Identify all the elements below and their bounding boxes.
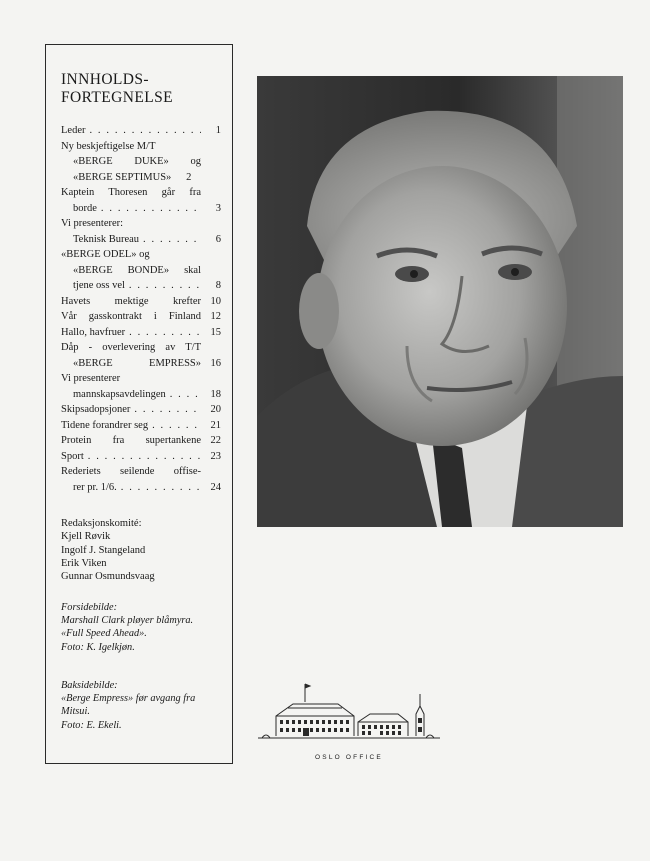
toc-dot-leader xyxy=(148,418,201,434)
toc-entry-text: Vi presenterer: xyxy=(61,218,124,229)
credit-line: Mitsui. xyxy=(61,706,90,718)
toc-page-number: 22 xyxy=(210,435,221,446)
toc-dot-leader xyxy=(97,201,201,217)
toc-entry-text: Leder xyxy=(61,125,86,136)
toc-entry-text: Kaptein Thoresen går fra xyxy=(61,187,201,198)
toc-line xyxy=(61,340,221,356)
committee-member: Kjell Røvik xyxy=(61,531,111,543)
committee-member: Erik Viken xyxy=(61,557,107,569)
toc-page-number: 1 xyxy=(215,125,221,136)
toc-entry xyxy=(61,464,221,495)
toc-entry-text: «BERGE DUKE» og xyxy=(73,156,201,167)
toc-entry-text: rer pr. 1/6. xyxy=(73,481,117,493)
toc-line xyxy=(61,185,221,201)
toc-entry xyxy=(61,216,221,247)
credit-line: «Berge Empress» før avgang fra xyxy=(61,693,196,705)
toc-page-number: 23 xyxy=(210,450,221,462)
toc-entry-text: Protein fra supertankene xyxy=(61,435,201,446)
toc-dot-leader xyxy=(84,449,201,465)
toc-line xyxy=(61,309,221,325)
toc-page-number: 18 xyxy=(210,388,221,400)
toc-line xyxy=(61,232,221,248)
toc-line xyxy=(61,139,221,155)
credit-heading: Forsidebilde: xyxy=(61,602,118,613)
editorial-committee xyxy=(61,517,226,583)
toc-entry-text: «BERGE BONDE» skal xyxy=(73,264,201,276)
toc-entry-text: mannskapsavdelingen xyxy=(73,388,166,400)
toc-dot-leader xyxy=(85,123,201,139)
credit-line: Foto: K. Igelkjøn. xyxy=(61,641,135,653)
toc-page-number: 15 xyxy=(210,326,221,338)
toc-entry xyxy=(61,449,221,465)
toc-entry xyxy=(61,247,221,294)
back-photo-credit xyxy=(61,679,226,732)
toc-page-number: 6 xyxy=(215,233,221,245)
toc-title-line: FORTEGNELSE xyxy=(61,89,173,106)
credit-line: «Full Speed Ahead». xyxy=(61,628,147,640)
credit-line: Foto: E. Ekeli. xyxy=(61,719,122,731)
table-of-contents-box xyxy=(45,44,233,764)
toc-page-number: 10 xyxy=(210,295,221,307)
toc-line xyxy=(61,294,221,310)
toc-entry xyxy=(61,371,221,402)
toc-page-number: 21 xyxy=(210,419,221,431)
toc-line xyxy=(61,371,221,387)
cover-photo-credit xyxy=(61,601,226,654)
toc-entry-text: tjene oss vel xyxy=(73,280,125,291)
toc-line xyxy=(61,247,221,263)
logo-caption: OSLO OFFICE xyxy=(315,754,383,761)
toc-entry xyxy=(61,325,221,341)
toc-entry-text: Sport xyxy=(61,450,84,462)
toc-page-number: 8 xyxy=(215,280,221,291)
toc-entry xyxy=(61,433,221,449)
credit-line: Marshall Clark pløyer blåmyra. xyxy=(61,615,194,627)
toc-entry xyxy=(61,402,221,418)
toc-line xyxy=(61,480,221,496)
toc-entry-text: «BERGE EMPRESS» xyxy=(73,357,201,369)
toc-entry xyxy=(61,294,221,310)
toc-line xyxy=(61,325,221,341)
toc-line xyxy=(61,154,221,170)
toc-entry-text: Vår gasskontrakt i Finland xyxy=(61,311,201,322)
toc-entry-text: Teknisk Bureau xyxy=(73,233,140,245)
toc-entry-text: Ny beskjeftigelse M/T xyxy=(61,140,156,152)
toc-entry-text: Dåp - overlevering av T/T xyxy=(61,342,201,353)
committee-member: Ingolf J. Stangeland xyxy=(61,544,146,556)
toc-entry-text: Hallo, havfruer xyxy=(61,326,126,338)
toc-page-number: 2 xyxy=(186,171,192,183)
toc-list xyxy=(61,123,221,495)
portrait-photo xyxy=(257,76,623,527)
toc-line xyxy=(61,464,221,480)
toc-entry-text: «BERGE SEPTIMUS» xyxy=(73,171,172,183)
toc-entry xyxy=(61,309,221,325)
toc-entry-text: «BERGE ODEL» og xyxy=(61,249,150,260)
toc-title xyxy=(61,71,226,107)
toc-entry xyxy=(61,123,221,139)
toc-entry-text: Tidene forandrer seg xyxy=(61,419,149,431)
toc-dot-leader xyxy=(139,232,201,248)
toc-dot-leader xyxy=(166,387,201,403)
toc-dot-leader xyxy=(117,480,201,496)
toc-line xyxy=(61,418,221,434)
committee-member: Gunnar Osmundsvaag xyxy=(61,571,155,583)
toc-entry xyxy=(61,185,221,216)
oslo-office-building-logo xyxy=(258,680,440,742)
toc-line xyxy=(61,263,221,279)
credit-heading: Baksidebilde: xyxy=(61,680,118,691)
toc-line xyxy=(61,449,221,465)
toc-line xyxy=(61,433,221,449)
toc-title-line: INNHOLDS- xyxy=(61,71,149,88)
toc-line xyxy=(61,356,221,372)
committee-heading: Redaksjonskomité: xyxy=(61,518,142,529)
toc-line xyxy=(61,387,221,403)
toc-entry xyxy=(61,418,221,434)
toc-entry xyxy=(61,340,221,371)
toc-entry-text: Rederiets seilende offise- xyxy=(61,466,201,477)
toc-entry-text: Havets mektige krefter xyxy=(61,295,201,307)
toc-line xyxy=(61,278,221,294)
toc-entry-text: Vi presenterer xyxy=(61,373,121,384)
toc-line xyxy=(61,402,221,418)
toc-page-number: 12 xyxy=(210,311,221,322)
toc-dot-leader xyxy=(125,325,201,341)
toc-dot-leader xyxy=(130,402,201,418)
toc-page-number: 3 xyxy=(215,202,221,214)
toc-dot-leader xyxy=(125,278,201,294)
toc-entry xyxy=(61,139,221,186)
toc-line xyxy=(61,201,221,217)
toc-entry-text: borde xyxy=(73,202,97,214)
toc-page-number: 20 xyxy=(210,404,221,415)
toc-page-number: 24 xyxy=(210,481,221,493)
toc-line xyxy=(61,123,221,139)
toc-line xyxy=(61,170,221,186)
toc-page-number: 16 xyxy=(210,357,221,369)
toc-entry-text: Skipsadopsjoner xyxy=(61,404,131,415)
toc-line xyxy=(61,216,221,232)
